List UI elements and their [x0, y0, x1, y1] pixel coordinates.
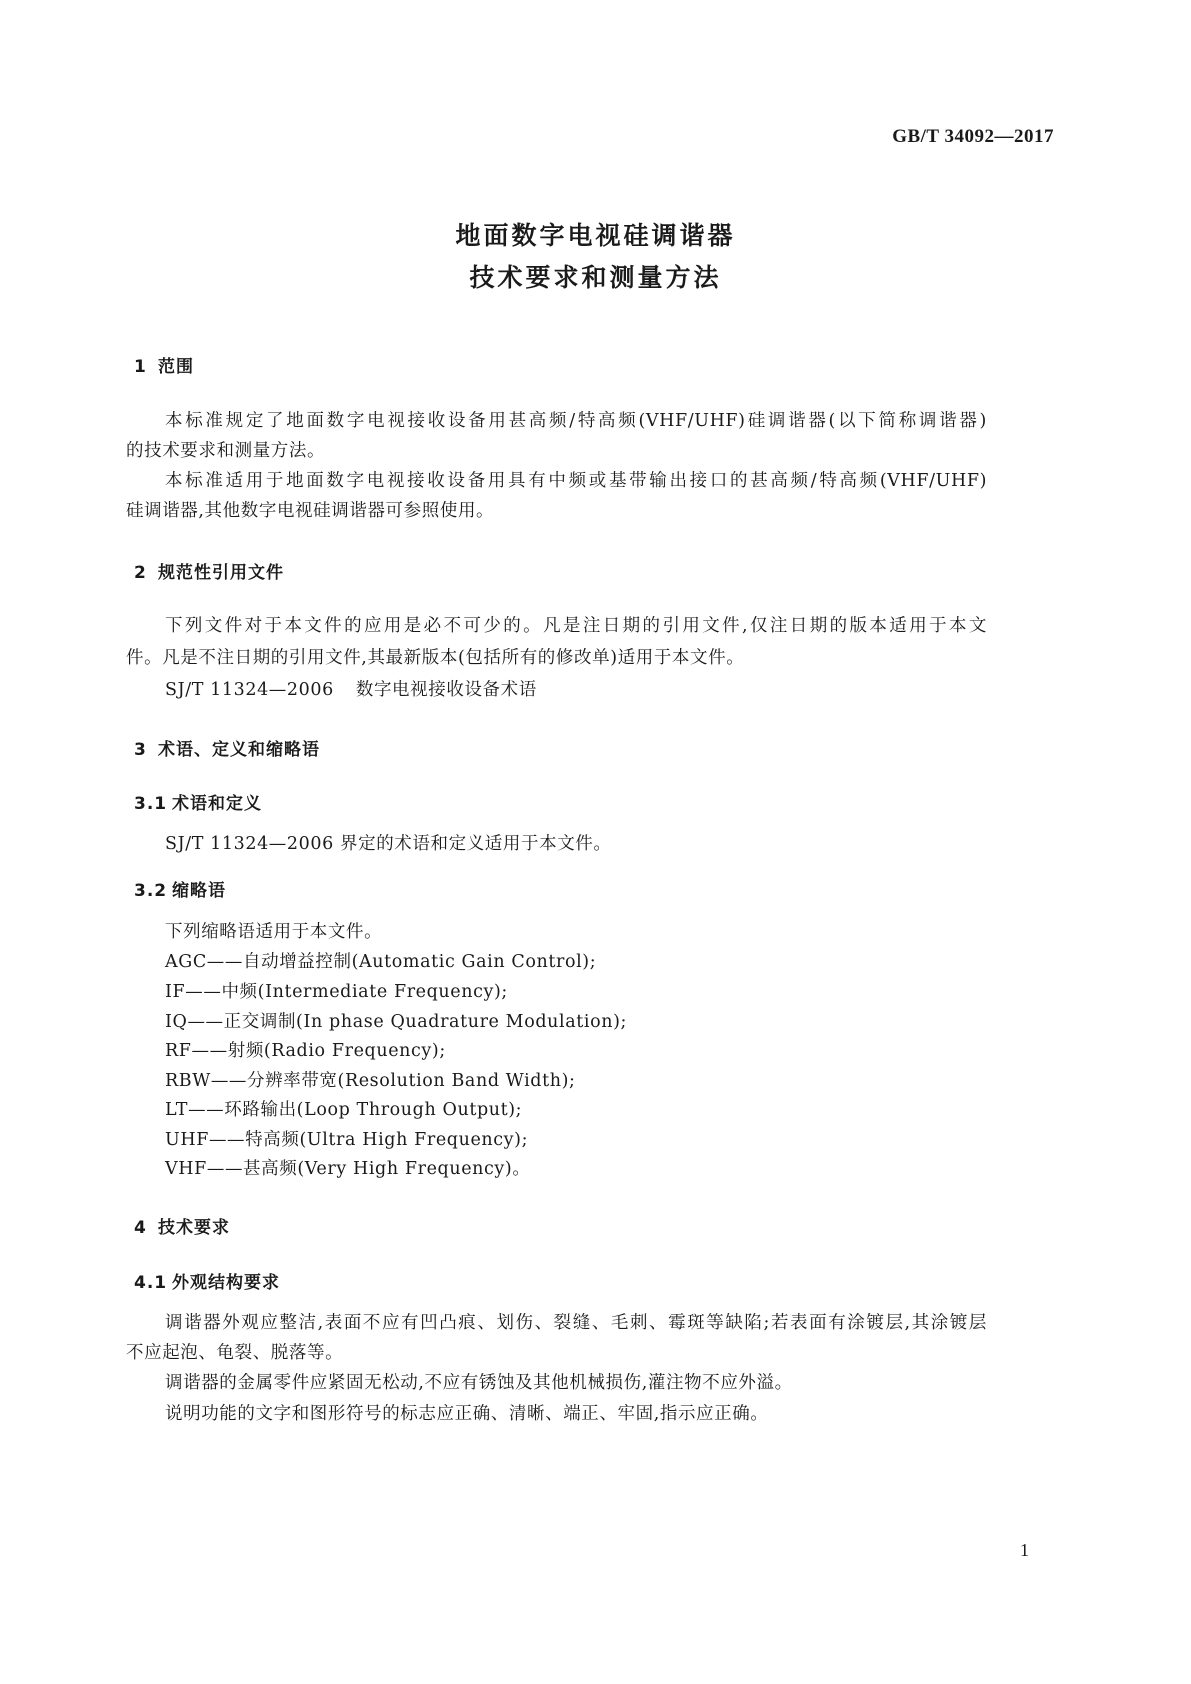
- s4-1-p2: 调谐器的金属零件应紧固无松动,不应有锈蚀及其他机械损伤,灌注物不应外溢。: [165, 1373, 793, 1393]
- section-1-heading: [134, 352, 194, 377]
- section-number: 4.1: [134, 1273, 168, 1293]
- abbreviation-item: AGC——自动增益控制(Automatic Gain Control);: [165, 952, 597, 972]
- s1-p2-line1: 本标准适用于地面数字电视接收设备用具有中频或基带输出接口的甚高频/特高频(VHF/UHF): [165, 471, 987, 491]
- s3-1-text: SJ/T 11324—2006 界定的术语和定义适用于本文件。: [165, 834, 612, 854]
- section-number: 3.1: [134, 794, 168, 814]
- s4-1-p3: 说明功能的文字和图形符号的标志应正确、清晰、端正、牢固,指示应正确。: [165, 1404, 769, 1424]
- section-title: 范围: [158, 357, 194, 377]
- section-title: 缩略语: [172, 881, 226, 901]
- document-title-line2: 技术要求和测量方法: [469, 263, 722, 292]
- abbreviation-item: RF——射频(Radio Frequency);: [165, 1041, 446, 1061]
- section-4-1-heading: [134, 1268, 280, 1293]
- section-title: 技术要求: [158, 1218, 230, 1238]
- abbreviations-intro: 下列缩略语适用于本文件。: [165, 922, 383, 942]
- section-number: 1: [134, 357, 147, 377]
- section-title: 术语、定义和缩略语: [158, 740, 320, 760]
- section-3-2-heading: [134, 876, 226, 901]
- section-title: 外观结构要求: [172, 1273, 280, 1293]
- s4-1-p1-line2: 不应起泡、龟裂、脱落等。: [126, 1343, 344, 1363]
- reference-title: 数字电视接收设备术语: [355, 680, 537, 700]
- abbreviation-item: IQ——正交调制(In phase Quadrature Modulation);: [165, 1012, 627, 1032]
- s2-p1-line2: 件。凡是不注日期的引用文件,其最新版本(包括所有的修改单)适用于本文件。: [126, 648, 745, 668]
- normative-reference: [165, 676, 537, 701]
- section-number: 4: [134, 1218, 147, 1238]
- section-2-heading: [134, 558, 284, 583]
- abbreviation-item: LT——环路输出(Loop Through Output);: [165, 1100, 523, 1120]
- s1-p1-line1: 本标准规定了地面数字电视接收设备用甚高频/特高频(VHF/UHF)硅调谐器(以下简称调谐器): [165, 411, 987, 431]
- abbreviation-item: VHF——甚高频(Very High Frequency)。: [165, 1159, 531, 1179]
- s1-p1-line2: 的技术要求和测量方法。: [126, 441, 326, 461]
- abbreviation-item: UHF——特高频(Ultra High Frequency);: [165, 1130, 529, 1150]
- section-number: 3.2: [134, 881, 168, 901]
- s4-1-p1-line1: 调谐器外观应整洁,表面不应有凹凸痕、划伤、裂缝、毛刺、霉斑等缺陷;若表面有涂镀层,其涂镀层: [165, 1313, 987, 1333]
- s2-p1-line1: 下列文件对于本文件的应用是必不可少的。凡是注日期的引用文件,仅注日期的版本适用于本文: [165, 616, 987, 636]
- section-3-heading: [134, 735, 320, 760]
- section-number: 3: [134, 740, 147, 760]
- section-title: 规范性引用文件: [158, 563, 284, 583]
- section-number: 2: [134, 563, 147, 583]
- s1-p2-line2: 硅调谐器,其他数字电视硅调谐器可参照使用。: [126, 501, 495, 521]
- page-number: 1: [1020, 1540, 1029, 1560]
- section-3-1-heading: [134, 789, 262, 814]
- reference-code: SJ/T 11324—2006: [165, 680, 334, 700]
- document-title-line1: 地面数字电视硅调谐器: [455, 221, 736, 250]
- standard-code: GB/T 34092—2017: [892, 126, 1054, 147]
- section-title: 术语和定义: [172, 794, 262, 814]
- abbreviation-item: RBW——分辨率带宽(Resolution Band Width);: [165, 1071, 576, 1091]
- section-4-heading: [134, 1213, 230, 1238]
- abbreviation-item: IF——中频(Intermediate Frequency);: [165, 982, 508, 1002]
